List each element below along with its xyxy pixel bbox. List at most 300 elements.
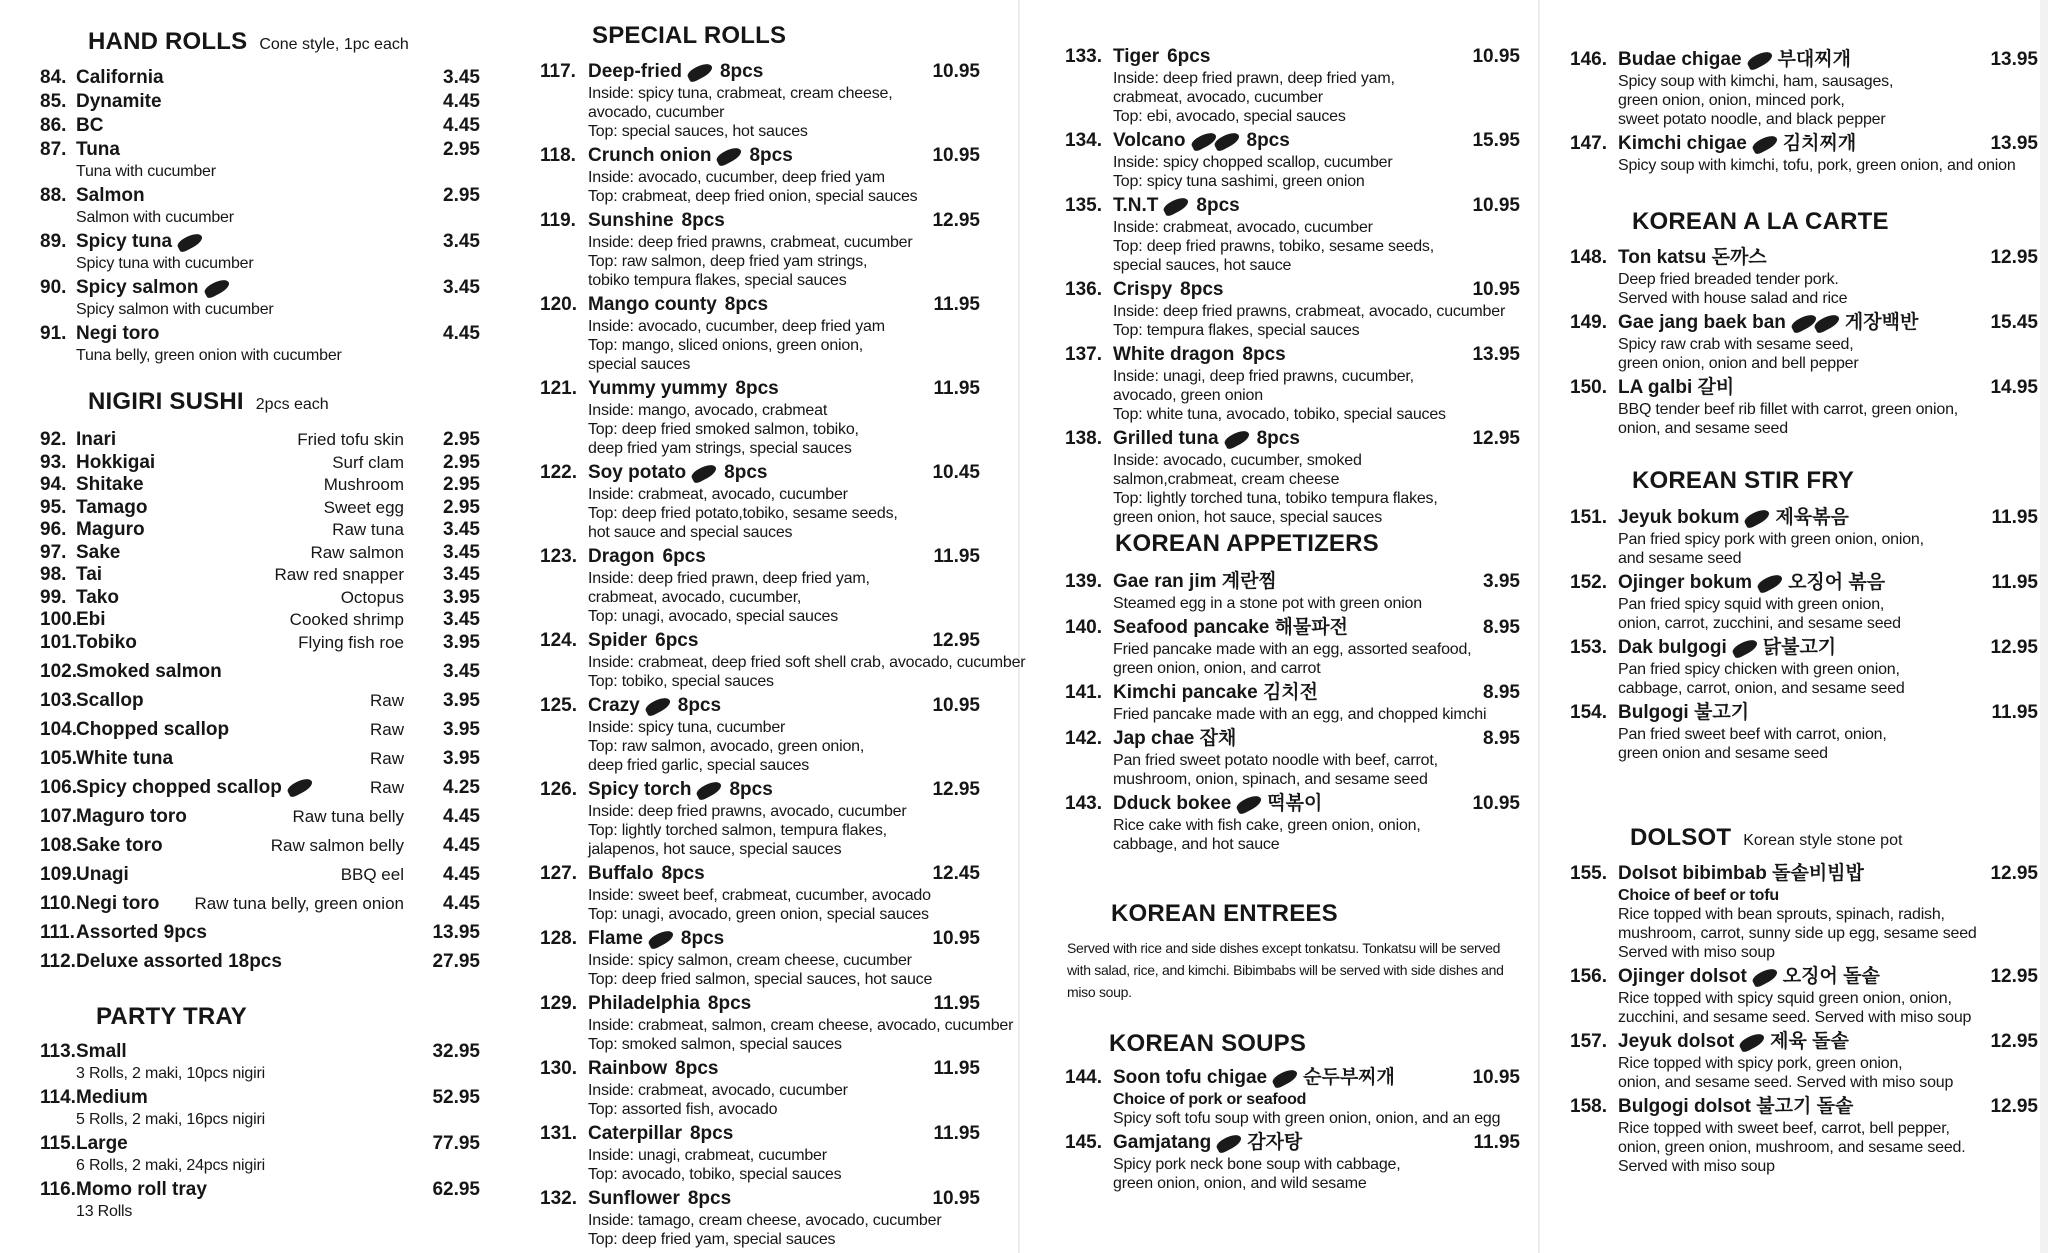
item-korean-name: 제육 돌솥 xyxy=(1770,1031,1849,1052)
item-price: 62.95 xyxy=(432,1179,480,1200)
item-name-text: Volcano xyxy=(1113,130,1186,151)
item-description: Top: deep fried potato,tobiko, sesame seeds, xyxy=(588,505,898,522)
menu-item xyxy=(40,631,480,655)
item-number: 91. xyxy=(40,323,67,344)
item-number: 86. xyxy=(40,115,67,136)
item-name-text: Buffalo xyxy=(588,863,654,884)
item-description: Inside: crabmeat, avocado, cucumber xyxy=(588,1082,848,1099)
item-name-text: Dduck bokee xyxy=(1113,793,1232,814)
item-price: 8.95 xyxy=(1483,682,1520,703)
item-price: 12.95 xyxy=(1990,966,2038,987)
chili-pepper-icon xyxy=(202,277,231,300)
item-price: 11.95 xyxy=(933,1123,980,1144)
item-description: Spicy raw crab with sesame seed, xyxy=(1618,336,1854,353)
item-number: 105. xyxy=(40,747,77,769)
item-price: 12.45 xyxy=(932,863,980,884)
item-price: 12.95 xyxy=(932,630,980,651)
item-name-text: Dynamite xyxy=(76,91,162,112)
section-title-hand-rolls: HAND ROLLS Cone style, 1pc each xyxy=(88,28,409,55)
item-description: Inside: crabmeat, deep fried soft shell crab, avocado, cucumber xyxy=(588,654,1026,671)
menu-item xyxy=(40,563,480,587)
item-price: 3.45 xyxy=(443,277,480,298)
menu-item xyxy=(1570,571,2038,633)
menu-item xyxy=(540,144,980,206)
item-description: and sesame seed xyxy=(1618,550,1742,567)
item-pieces: 8pcs xyxy=(1180,279,1224,300)
item-description: Top: raw salmon, deep fried yam strings, xyxy=(588,253,868,270)
menu-item-title-row xyxy=(40,230,480,254)
item-name-text: Momo roll tray xyxy=(76,1179,207,1200)
item-description: green onion, onion and bell pepper xyxy=(1618,355,1859,372)
item-name xyxy=(588,144,793,168)
menu-item-title-row xyxy=(540,293,980,317)
item-description: Raw salmon xyxy=(310,542,404,562)
chili-pepper-icon xyxy=(1222,428,1251,451)
item-number: 90. xyxy=(40,277,67,298)
item-name-text: Tai xyxy=(76,564,103,585)
item-price: 10.95 xyxy=(1472,1067,1520,1088)
item-name-text: Spicy salmon xyxy=(76,277,199,298)
item-pieces: 8pcs xyxy=(1256,428,1300,449)
menu-item xyxy=(40,950,480,974)
item-description: Top: unagi, avocado, special sauces xyxy=(588,608,839,625)
menu-item-title-row xyxy=(540,209,980,233)
item-number: 154. xyxy=(1570,702,1607,723)
item-name xyxy=(76,451,155,475)
menu-item-title-row xyxy=(1065,278,1520,302)
item-number: 132. xyxy=(540,1188,577,1209)
item-description: 3 Rolls, 2 maki, 10pcs nigiri xyxy=(76,1065,265,1082)
item-name xyxy=(76,586,119,610)
menu-item-title-row xyxy=(540,862,980,886)
item-pieces: 8pcs xyxy=(1196,195,1240,216)
menu-item-title-row xyxy=(1065,616,1520,640)
item-price: 10.95 xyxy=(932,695,980,716)
menu-item-title-row xyxy=(540,629,980,653)
item-pieces: 8pcs xyxy=(681,210,725,231)
chili-pepper-icon xyxy=(1212,130,1241,153)
item-price: 11.95 xyxy=(933,993,980,1014)
item-description: onion, carrot, zucchini, and sesame seed xyxy=(1618,615,1901,632)
item-number: 157. xyxy=(1570,1031,1607,1052)
menu-item-title-row xyxy=(1065,129,1520,153)
item-description: Pan fried sweet potato noodle with beef, carrot, xyxy=(1113,752,1438,769)
item-number: 130. xyxy=(540,1058,577,1079)
menu-item-title-row xyxy=(40,689,480,713)
item-number: 93. xyxy=(40,451,67,473)
item-name xyxy=(76,747,173,771)
item-price: 4.45 xyxy=(443,115,480,136)
menu-item-title-row xyxy=(1065,570,1520,594)
item-name xyxy=(588,927,724,951)
menu-item xyxy=(40,276,480,319)
item-description: jalapenos, hot sauce, special sauces xyxy=(588,841,842,858)
menu-item xyxy=(1570,862,2038,962)
item-name-text: T.N.T xyxy=(1113,195,1159,216)
item-price: 10.95 xyxy=(932,1188,980,1209)
menu-item xyxy=(40,1040,480,1083)
item-name-text: White tuna xyxy=(76,747,174,769)
item-price: 3.95 xyxy=(443,586,480,608)
menu-item-title-row xyxy=(40,451,480,475)
menu-item-title-row xyxy=(40,608,480,632)
item-description: Top: raw salmon, avocado, green onion, xyxy=(588,738,865,755)
menu-item xyxy=(40,689,480,713)
menu-item xyxy=(1065,343,1520,424)
item-price: 8.95 xyxy=(1483,617,1520,638)
item-number: 138. xyxy=(1065,428,1102,449)
menu-item xyxy=(1570,132,2038,175)
item-price: 11.95 xyxy=(1991,507,2038,528)
chili-pepper-icon xyxy=(1745,49,1774,72)
item-name xyxy=(76,834,163,858)
menu-item xyxy=(1065,792,1520,854)
menu-item-title-row xyxy=(40,950,480,974)
item-number: 110. xyxy=(40,892,76,914)
item-name xyxy=(1113,427,1300,451)
item-description: onion, and sesame seed xyxy=(1618,420,1788,437)
menu-item-title-row xyxy=(540,144,980,168)
item-price: 12.95 xyxy=(1990,1096,2038,1117)
item-description: onion, green onion, mushroom, and sesame seed. xyxy=(1618,1139,1966,1156)
item-name xyxy=(1618,1095,1853,1119)
item-description: special sauces, hot sauce xyxy=(1113,257,1292,274)
menu-item xyxy=(1065,570,1520,613)
item-name xyxy=(1113,278,1223,302)
item-description: Top: smoked salmon, special sauces xyxy=(588,1036,842,1053)
chili-pepper-icon xyxy=(1215,1132,1244,1155)
chili-pepper-icon xyxy=(1738,1031,1767,1054)
menu-item xyxy=(40,776,480,800)
item-name-text: Dak bulgogi xyxy=(1618,637,1727,658)
menu-item-title-row xyxy=(1065,1066,1520,1090)
menu-item xyxy=(40,608,480,632)
item-description: Top: tobiko, special sauces xyxy=(588,673,774,690)
menu-item-title-row xyxy=(1065,45,1520,69)
item-number: 121. xyxy=(540,378,577,399)
item-description: Top: assorted fish, avocado xyxy=(588,1101,778,1118)
item-number: 111. xyxy=(40,921,75,943)
item-name xyxy=(1113,616,1348,640)
fold-line xyxy=(1538,0,1540,1253)
menu-item xyxy=(40,1086,480,1129)
item-name xyxy=(76,1040,127,1064)
item-number: 94. xyxy=(40,474,67,495)
item-price: 2.95 xyxy=(443,474,480,495)
menu-item xyxy=(540,1187,980,1249)
item-name-text: Ojinger bokum xyxy=(1618,572,1753,593)
item-name-text: Sunshine xyxy=(588,210,674,231)
item-name xyxy=(76,563,102,587)
item-name-text: Small xyxy=(76,1041,127,1062)
item-number: 85. xyxy=(40,91,67,112)
item-price: 11.95 xyxy=(933,546,980,567)
item-name xyxy=(76,689,144,713)
menu-item-title-row xyxy=(1065,1131,1520,1155)
item-pieces: 8pcs xyxy=(719,61,764,82)
menu-item xyxy=(540,377,980,458)
item-description: deep fried yam strings, special sauces xyxy=(588,440,852,457)
menu-item-title-row xyxy=(540,545,980,569)
item-price: 2.95 xyxy=(443,451,480,473)
menu-item xyxy=(1570,701,2038,763)
page-edge xyxy=(2040,0,2048,1253)
item-name-text: White dragon xyxy=(1113,344,1235,365)
menu-column-4 xyxy=(1570,0,2038,1253)
item-korean-name: 제육볶음 xyxy=(1775,507,1849,528)
menu-item-title-row xyxy=(40,718,480,742)
section-title-korean-entrees: KOREAN ENTREES xyxy=(1111,900,1338,927)
chili-pepper-icon xyxy=(1751,133,1780,156)
menu-item-title-row xyxy=(1570,571,2038,595)
item-description: Inside: crabmeat, avocado, cucumber xyxy=(588,486,848,503)
item-price: 12.95 xyxy=(1990,247,2038,268)
item-name xyxy=(76,90,162,114)
item-description: mushroom, carrot, sunny side up egg, sesame seed xyxy=(1618,925,1977,942)
item-name xyxy=(1618,506,1849,530)
item-name-text: Tuna xyxy=(76,139,120,160)
item-korean-name: 게장백반 xyxy=(1844,312,1919,333)
menu-item-title-row xyxy=(1570,48,2038,72)
item-name-text: Assorted 9pcs xyxy=(76,921,207,943)
item-name xyxy=(1618,571,1885,595)
item-number: 150. xyxy=(1570,377,1607,398)
item-name xyxy=(76,114,103,138)
chili-pepper-icon xyxy=(695,779,724,802)
menu-item xyxy=(540,1122,980,1184)
item-name xyxy=(588,1122,733,1146)
menu-item-title-row xyxy=(540,927,980,951)
menu-item xyxy=(40,805,480,829)
entrees-note: Served with rice and side dishes except tonkatsu. Tonkatsu will be served with salad, rice, and kimchi. Bibimbabs will be served with side dishes and miso soup. xyxy=(1067,940,1504,1000)
chili-pepper-icon xyxy=(647,928,676,951)
item-number: 143. xyxy=(1065,793,1102,814)
item-number: 144. xyxy=(1065,1067,1102,1088)
menu-item xyxy=(40,586,480,610)
item-name-text: Crispy xyxy=(1113,279,1173,300)
item-price: 12.95 xyxy=(1990,637,2038,658)
item-number: 152. xyxy=(1570,572,1607,593)
item-description: Choice of beef or tofu xyxy=(1618,887,1779,904)
item-name-text: Inari xyxy=(76,429,117,450)
item-price: 13.95 xyxy=(432,921,480,943)
section-title-party-tray: PARTY TRAY xyxy=(96,1003,247,1030)
item-name xyxy=(76,921,207,945)
menu-item xyxy=(1570,246,2038,308)
chili-pepper-icon xyxy=(1813,312,1842,335)
item-description: Inside: deep fried prawns, avocado, cucumber xyxy=(588,803,907,820)
item-number: 96. xyxy=(40,519,67,540)
item-name xyxy=(588,992,751,1016)
item-price: 4.25 xyxy=(443,776,480,798)
item-description: mushroom, onion, spinach, and sesame seed xyxy=(1113,771,1428,788)
item-number: 119. xyxy=(540,210,576,231)
item-number: 136. xyxy=(1065,279,1102,300)
item-price: 12.95 xyxy=(1990,863,2038,884)
item-name-text: Soy potato xyxy=(588,462,687,483)
chili-pepper-icon xyxy=(176,231,205,254)
item-name-text: Unagi xyxy=(76,863,129,885)
item-korean-name: 오징어 볶음 xyxy=(1788,572,1886,593)
item-name xyxy=(76,496,147,520)
item-description: Raw xyxy=(369,748,404,768)
item-description: Inside: unagi, crabmeat, cucumber xyxy=(588,1147,827,1164)
item-name xyxy=(76,1086,148,1110)
menu-item-title-row xyxy=(40,1086,480,1110)
item-name-text: Sake xyxy=(76,541,121,563)
item-price: 4.45 xyxy=(443,863,480,885)
item-price: 11.95 xyxy=(1991,572,2038,593)
item-number: 92. xyxy=(40,429,67,450)
item-number: 109. xyxy=(40,863,77,885)
item-description: deep fried garlic, special sauces xyxy=(588,757,810,774)
item-price: 12.95 xyxy=(1472,428,1520,449)
chili-pepper-icon xyxy=(690,462,719,485)
menu-item xyxy=(1570,48,2038,129)
section-title-korean-stir-fry: KOREAN STIR FRY xyxy=(1632,467,1855,494)
item-name-text: Soon tofu chigae xyxy=(1113,1067,1268,1088)
item-price: 10.95 xyxy=(932,145,980,166)
item-price: 3.95 xyxy=(443,631,480,653)
item-pieces: 8pcs xyxy=(680,928,725,949)
chili-pepper-icon xyxy=(1271,1067,1300,1090)
item-number: 104. xyxy=(40,718,77,740)
item-description: Top: lightly torched salmon, tempura flakes, xyxy=(588,822,887,839)
item-description: Inside: deep fried prawns, crabmeat, cucumber xyxy=(588,234,913,251)
item-description: Pan fried spicy pork with green onion, onion, xyxy=(1618,531,1924,548)
menu-item-title-row xyxy=(1570,132,2038,156)
menu-item xyxy=(40,892,480,916)
item-pieces: 8pcs xyxy=(1242,344,1286,365)
item-name xyxy=(1113,570,1277,594)
menu-item-title-row xyxy=(1570,246,2038,270)
item-name xyxy=(1113,792,1322,816)
menu-item-title-row xyxy=(1570,701,2038,725)
item-name xyxy=(1618,132,1856,156)
item-name-text: Gae ran jim 계란찜 xyxy=(1113,571,1277,592)
chili-pepper-icon xyxy=(1790,312,1819,335)
item-name xyxy=(76,863,129,887)
menu-item xyxy=(40,747,480,771)
item-number: 108. xyxy=(40,834,77,856)
item-price: 12.95 xyxy=(932,779,980,800)
menu-item xyxy=(40,114,480,138)
menu-item xyxy=(1570,636,2038,698)
menu-item xyxy=(40,473,480,497)
item-price: 12.95 xyxy=(1990,1031,2038,1052)
menu-item-title-row xyxy=(1065,792,1520,816)
chili-pepper-icon xyxy=(1756,572,1785,595)
menu-item-title-row xyxy=(540,778,980,802)
item-name-text: Ton katsu 돈까스 xyxy=(1618,247,1767,268)
menu-item-title-row xyxy=(540,694,980,718)
item-name xyxy=(76,66,164,90)
item-price: 3.45 xyxy=(443,541,480,563)
item-name xyxy=(76,718,229,742)
item-description: salmon,crabmeat, cream cheese xyxy=(1113,471,1340,488)
item-description: hot sauce and special sauces xyxy=(588,524,793,541)
item-description: tobiko tempura flakes, special sauces xyxy=(588,272,847,289)
menu-item-title-row xyxy=(1570,1030,2038,1054)
item-description: 13 Rolls xyxy=(76,1203,133,1220)
item-name xyxy=(1113,194,1240,218)
menu-column-2 xyxy=(540,0,1026,1253)
item-description: Top: deep fried prawns, tobiko, sesame seeds, xyxy=(1113,238,1434,255)
menu-item-title-row xyxy=(1570,311,2038,335)
item-pieces: 8pcs xyxy=(675,1058,719,1079)
item-name xyxy=(1618,1030,1849,1054)
item-description: green onion, hot sauce, special sauces xyxy=(1113,509,1383,526)
menu-item-title-row xyxy=(1065,194,1520,218)
item-price: 11.95 xyxy=(1473,1132,1520,1153)
item-name xyxy=(588,545,706,569)
item-name-text: California xyxy=(76,67,164,88)
item-price: 10.95 xyxy=(932,928,980,949)
item-name xyxy=(1618,311,1918,335)
item-number: 145. xyxy=(1065,1132,1102,1153)
item-name xyxy=(1618,965,1880,989)
item-name-text: Deep-fried xyxy=(588,61,682,82)
item-pieces: 8pcs xyxy=(689,1123,734,1144)
item-name-text: Large xyxy=(76,1133,128,1154)
item-price: 52.95 xyxy=(432,1087,480,1108)
item-description: Top: lightly torched tuna, tobiko tempura flakes, xyxy=(1113,490,1438,507)
menu-item xyxy=(1065,194,1520,275)
item-price: 3.95 xyxy=(443,689,480,711)
item-price: 3.45 xyxy=(443,564,480,585)
item-number: 123. xyxy=(540,546,577,567)
item-name xyxy=(76,1132,128,1156)
item-pieces: 6pcs xyxy=(1167,46,1211,67)
item-name xyxy=(76,230,208,254)
item-description: crabmeat, avocado, cucumber xyxy=(1113,89,1323,106)
item-name xyxy=(1618,862,1864,886)
menu-item xyxy=(1065,1066,1520,1128)
item-number: 149. xyxy=(1570,312,1607,333)
item-description: Sweet egg xyxy=(323,497,404,517)
menu-item-title-row xyxy=(40,921,480,945)
menu-item-title-row xyxy=(1570,636,2038,660)
menu-item xyxy=(40,496,480,520)
item-name-text: Bulgogi dolsot 불고기 돌솥 xyxy=(1618,1096,1854,1117)
item-description: BBQ eel xyxy=(340,864,404,884)
item-korean-name: 감자탕 xyxy=(1247,1132,1303,1153)
item-name xyxy=(588,862,705,886)
menu-item-title-row xyxy=(40,473,480,497)
item-number: 142. xyxy=(1065,728,1102,749)
item-price: 15.95 xyxy=(1472,130,1520,151)
item-number: 98. xyxy=(40,564,67,585)
item-description: Top: special sauces, hot sauces xyxy=(588,123,808,140)
item-description: cabbage, carrot, onion, and sesame seed xyxy=(1618,680,1905,697)
menu-item-title-row xyxy=(40,1178,480,1202)
item-name xyxy=(1113,129,1290,153)
menu-item xyxy=(540,778,980,859)
menu-item-title-row xyxy=(540,60,980,84)
item-number: 84. xyxy=(40,67,67,88)
menu-item xyxy=(1570,965,2038,1027)
menu-item xyxy=(1065,427,1520,527)
item-name-text: Salmon xyxy=(76,185,145,206)
item-name xyxy=(588,629,698,653)
item-description: Inside: deep fried prawn, deep fried yam, xyxy=(588,570,870,587)
item-name-text: Spicy torch xyxy=(588,779,692,800)
item-number: 103. xyxy=(40,689,77,711)
menu-item-title-row xyxy=(40,660,480,684)
item-price: 11.95 xyxy=(933,1058,980,1079)
item-number: 133. xyxy=(1065,46,1102,67)
item-price: 4.45 xyxy=(443,892,480,914)
